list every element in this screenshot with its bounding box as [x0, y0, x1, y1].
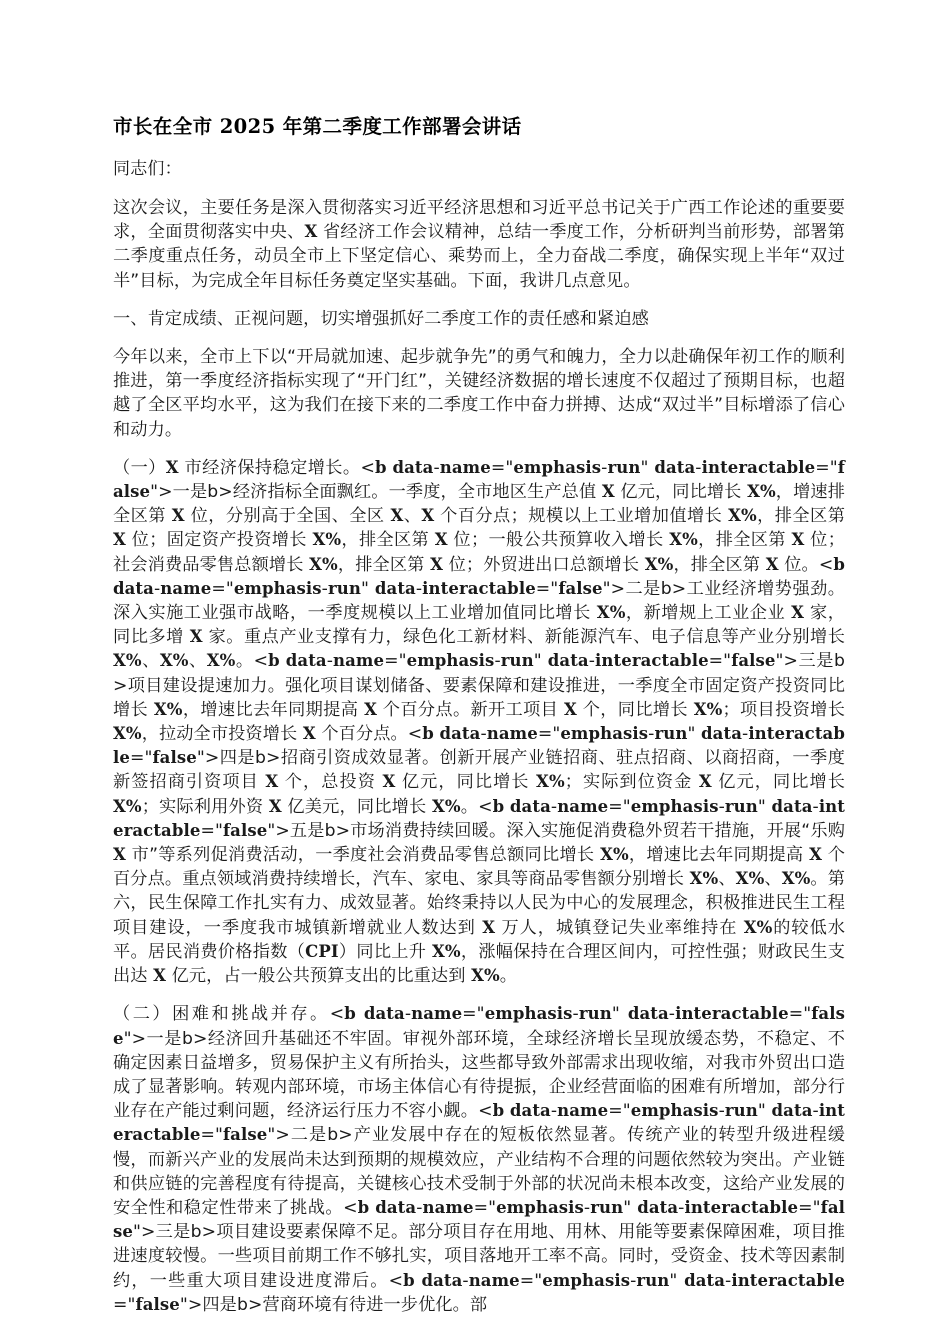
latin-token: X [364, 699, 377, 719]
latin-token: data [285, 651, 327, 671]
latin-token: X [482, 917, 496, 937]
latin-token: data [701, 724, 742, 744]
latin-token: X [113, 845, 126, 865]
latin-token: X% [113, 796, 142, 816]
latin-token: data [771, 1101, 813, 1121]
latin-token: b [344, 1004, 356, 1024]
latin-token: run [724, 1101, 758, 1121]
latin-token: interactable [595, 651, 709, 671]
latin-token: run [607, 457, 641, 477]
latin-token: interactable [675, 1004, 789, 1024]
latin-token: X [302, 724, 316, 744]
latin-token: data [439, 724, 481, 744]
latin-token: name [486, 724, 538, 744]
subsection-2-challenges: （二）困难和挑战并存。<b data-name="emphasis-run" data-interactable="false">一是b>经济回升基础还不牢固。审视外部环境，全球经济增长呈现放缓态势，不稳定、不确定因素日益增多，贸易保护主义有所抬头，这些都导致外部需求出现收缩，对我市外贸出口造成了显著影响。转观内部环境，市场主体信心有待提振，企业经营面临的困难有所增加，部分行业存在产能过剩问题，经济运行压力不容小觑。<b data-name="emphasis-run" data-interactable="false">二是b>产业发展中存在的短板依然显著。传统产业的转型升级进程缓慢，而新兴产业的发展尚未达到预期的规模效应，产业结构不合理的问题依然较为突出。产业链和供应链的完善程度有待提高，关键核心技术受制于外部的状况尚未根本改变，这给产业发展的安全性和稳定性带来了挑战。<b data-name="emphasis-run" data-interactable="false">三是b>项目建设要素保障不足。部分项目存在用地、用林、用能等要素保障困难，项目推进速度较慢。一些项目前期工作不够扎实，项目落地开工率不高。同时，受资金、技术等因素制约，一些重大项目建设进度滞后。<b data-name="emphasis-run" data-interactable="false">四是b>营商环境有待进一步优化。部 [113, 1004, 845, 1315]
latin-token: data [374, 578, 416, 598]
latin-token: run [500, 651, 534, 671]
latin-token: false [222, 1125, 268, 1145]
page-title: 市长在全市 2025 年第二季度工作部署会讲话 [113, 115, 522, 138]
latin-token: data [375, 1197, 417, 1217]
latin-token: name [411, 1004, 463, 1024]
latin-token: X [382, 772, 396, 792]
latin-token: X [171, 506, 185, 526]
latin-token: name [333, 651, 385, 671]
latin-token: X% [600, 845, 629, 865]
latin-token: emphasis [496, 1197, 584, 1217]
latin-token: data [637, 1197, 679, 1217]
latin-token: X [564, 699, 577, 719]
latin-token: interactable [731, 1270, 845, 1290]
latin-token: emphasis [484, 1004, 573, 1024]
latin-token: interactable [113, 796, 845, 840]
latin-token: data [684, 1270, 726, 1290]
latin-token: data [771, 796, 813, 816]
latin-token: data [547, 651, 589, 671]
latin-token: X% [113, 724, 142, 744]
latin-token: X% [781, 869, 811, 889]
latin-token: emphasis [630, 796, 719, 816]
latin-token: name [439, 457, 491, 477]
latin-token: X [791, 530, 805, 550]
latin-token: X% [596, 603, 626, 623]
latin-token: X [390, 506, 404, 526]
latin-token: X [430, 554, 443, 574]
latin-token: name [160, 578, 212, 598]
latin-token: interactable [422, 578, 536, 598]
latin-token: X% [153, 699, 183, 719]
latin-token: name [557, 796, 609, 816]
latin-token: false [731, 651, 776, 671]
latin-token: X% [644, 554, 674, 574]
latin-token: emphasis [542, 1270, 631, 1290]
latin-token: interactable [113, 1101, 845, 1145]
latin-token: false [152, 748, 197, 768]
latin-token: X [265, 772, 279, 792]
latin-token: b [422, 724, 434, 744]
latin-token: X% [743, 917, 773, 937]
latin-token: X [113, 530, 126, 550]
latin-token: run [590, 1197, 624, 1217]
latin-token: run [724, 796, 758, 816]
latin-token: data [113, 578, 154, 598]
latin-token: X [765, 554, 779, 574]
latin-token: X [189, 627, 203, 647]
latin-token: data [654, 457, 696, 477]
latin-token: X% [159, 651, 189, 671]
latin-token: X [421, 506, 435, 526]
latin-token: interactable [684, 1197, 799, 1217]
latin-token: b [492, 1101, 505, 1121]
latin-token: interactable [113, 724, 845, 768]
latin-token: X [698, 772, 712, 792]
latin-token: name [422, 1197, 474, 1217]
latin-token: false [113, 457, 845, 502]
latin-token: name [557, 1101, 609, 1121]
latin-token: run [636, 1270, 670, 1290]
latin-token: X [153, 966, 167, 986]
section-1-intro: 今年以来，全市上下以“开局就加速、起步就争先”的勇气和魄力，全力以赴确保年初工作的顺利推进，第一季度经济指标实现了“开门红”，关键经济数据的增长速度不仅超过了预期目标，也超越了全区平均水平，这为我们在接下来的二季度工作中奋力拼搏、达成“双过半”目标增添了信心和动力。 [113, 347, 845, 440]
latin-token: run [578, 1004, 612, 1024]
latin-token: emphasis [406, 651, 495, 671]
latin-token: data [627, 1004, 669, 1024]
latin-token: X [809, 845, 822, 865]
latin-token: data [363, 1004, 405, 1024]
latin-token: X% [309, 554, 338, 574]
latin-token: X% [747, 482, 776, 502]
section-heading-1: 一、肯定成绩、正视问题，切实增强抓好二季度工作的责任感和紧迫感 [113, 308, 649, 329]
latin-token: X% [669, 530, 698, 550]
latin-token: b [492, 796, 505, 816]
latin-token: data [509, 796, 551, 816]
latin-token: emphasis [233, 578, 322, 598]
latin-token: emphasis [630, 1101, 719, 1121]
latin-token: data [509, 1101, 551, 1121]
latin-token: interactable [701, 457, 816, 477]
latin-token: X [304, 222, 318, 242]
latin-token: X% [432, 796, 461, 816]
latin-token: run [327, 578, 361, 598]
opening-paragraph: 这次会议，主要任务是深入贯彻落实习近平经济思想和习近平总书记关于广西工作论述的重要要求，全面贯彻落实中央、X 省经济工作会议精神，总结一季度工作，分析研判当前形势，部署第二季度重点任务，动员全市上下坚定信心、乘势而上，全力奋战二季度，确保实现上半年“双过半”目标，为完成全年目标任务奠定坚实基础。下面，我讲几点意见。 [113, 198, 845, 291]
latin-token: false [135, 1294, 180, 1314]
latin-token: b [374, 457, 387, 477]
latin-token: false [558, 578, 603, 598]
latin-token: b [357, 1197, 370, 1217]
latin-token: X% [312, 530, 342, 550]
latin-token: X [791, 603, 805, 623]
latin-token: X [165, 457, 179, 477]
latin-token: emphasis [513, 457, 602, 477]
latin-token: CPI [305, 941, 339, 961]
latin-token: X [601, 482, 615, 502]
latin-token: X% [471, 966, 500, 986]
latin-token: X% [735, 869, 765, 889]
latin-token: data [392, 457, 434, 477]
latin-token: X% [536, 772, 565, 792]
latin-token: X% [432, 941, 461, 961]
latin-token: X% [728, 506, 757, 526]
latin-token: b [833, 554, 845, 574]
latin-token: b [403, 1270, 415, 1290]
latin-token: false [113, 1197, 845, 1242]
latin-token: X% [689, 869, 719, 889]
latin-token: X [434, 530, 448, 550]
latin-token: X% [113, 651, 142, 671]
latin-token: X% [206, 651, 236, 671]
latin-token: b [268, 651, 280, 671]
latin-token: data [421, 1270, 463, 1290]
latin-token: false [222, 820, 268, 840]
latin-token: emphasis [560, 724, 649, 744]
latin-token: X [268, 796, 282, 816]
latin-token: run [654, 724, 688, 744]
salutation: 同志们： [113, 159, 182, 179]
subsection-1-economy: （一）X 市经济保持稳定增长。<b data-name="emphasis-run" data-interactable="false">一是b>经济指标全面飘红。一季度，全市地区生产总值 X 亿元，同比增长 X%，增速排全区第 X 位，分别高于全国、全区 X、X 个百分点；规模以上工业增加值增长 X%，排全区第 X 位；固定资产投资增长 X%，排全区第 X 位；一般公共预算收入增长 X%，排全区第 X 位；社会消费品零售总额增长 X%，排全区第 X 位；外贸进出口总额增长 X%，排全区第 X 位。<b data-name="emphasis-run" data-interactable="false">二是b>工业经济增势强劲。深入实施工业强市战略，一季度规模以上工业增加值同比增长 X%，新增规上工业企业 X 家，同比多增 X 家。重点产业支撑有力，绿色化工新材料、新能源汽车、电子信息等产业分别增长 X%、X%、X%。<b data-name="emphasis-run" data-interactable="false">三是b>项目建设提速加力。强化项目谋划储备、要素保障和建设推进，一季度全市固定资产投资同比增长 X%，增速比去年同期提高 X 个百分点。新开工项目 X 个，同比增长 X%；项目投资增长 X%，拉动全市投资增长 X 个百分点。<b data-name="emphasis-run" data-interactable="false">四是b>招商引资成效显著。创新开展产业链招商、驻点招商、以商招商，一季度新签招商引资项目 X 个，总投资 X 亿元，同比增长 X%；实际到位资金 X 亿元，同比增长 X%；实际利用外资 X 亿美元，同比增长 X%。<b data-name="emphasis-run" data-interactable="false">五是b>市场消费持续回暖。深入实施促消费稳外贸若干措施，开展“乐购 X 市”等系列促消费活动，一季度社会消费品零售总额同比增长 X%，增速比去年同期提高 X 个百分点。重点领域消费持续增长，汽车、家电、家具等商品零售额分别增长 X%、X%、X%。第六，民生保障工作扎实有力、成效显著。始终秉持以人民为中心的发展理念，积极推进民生工程项目建设，一季度我市城镇新增就业人数达到 X 万人，城镇登记失业率维持在 X%的较低水平。居民消费价格指数（CPI）同比上升 X%，涨幅保持在合理区间内，可控性强；财政民生支出达 X 亿元，占一般公共预算支出的比重达到 X%。 [113, 457, 846, 987]
latin-token: false [113, 1004, 845, 1048]
latin-token: X% [693, 699, 723, 719]
latin-token: name [468, 1270, 520, 1290]
